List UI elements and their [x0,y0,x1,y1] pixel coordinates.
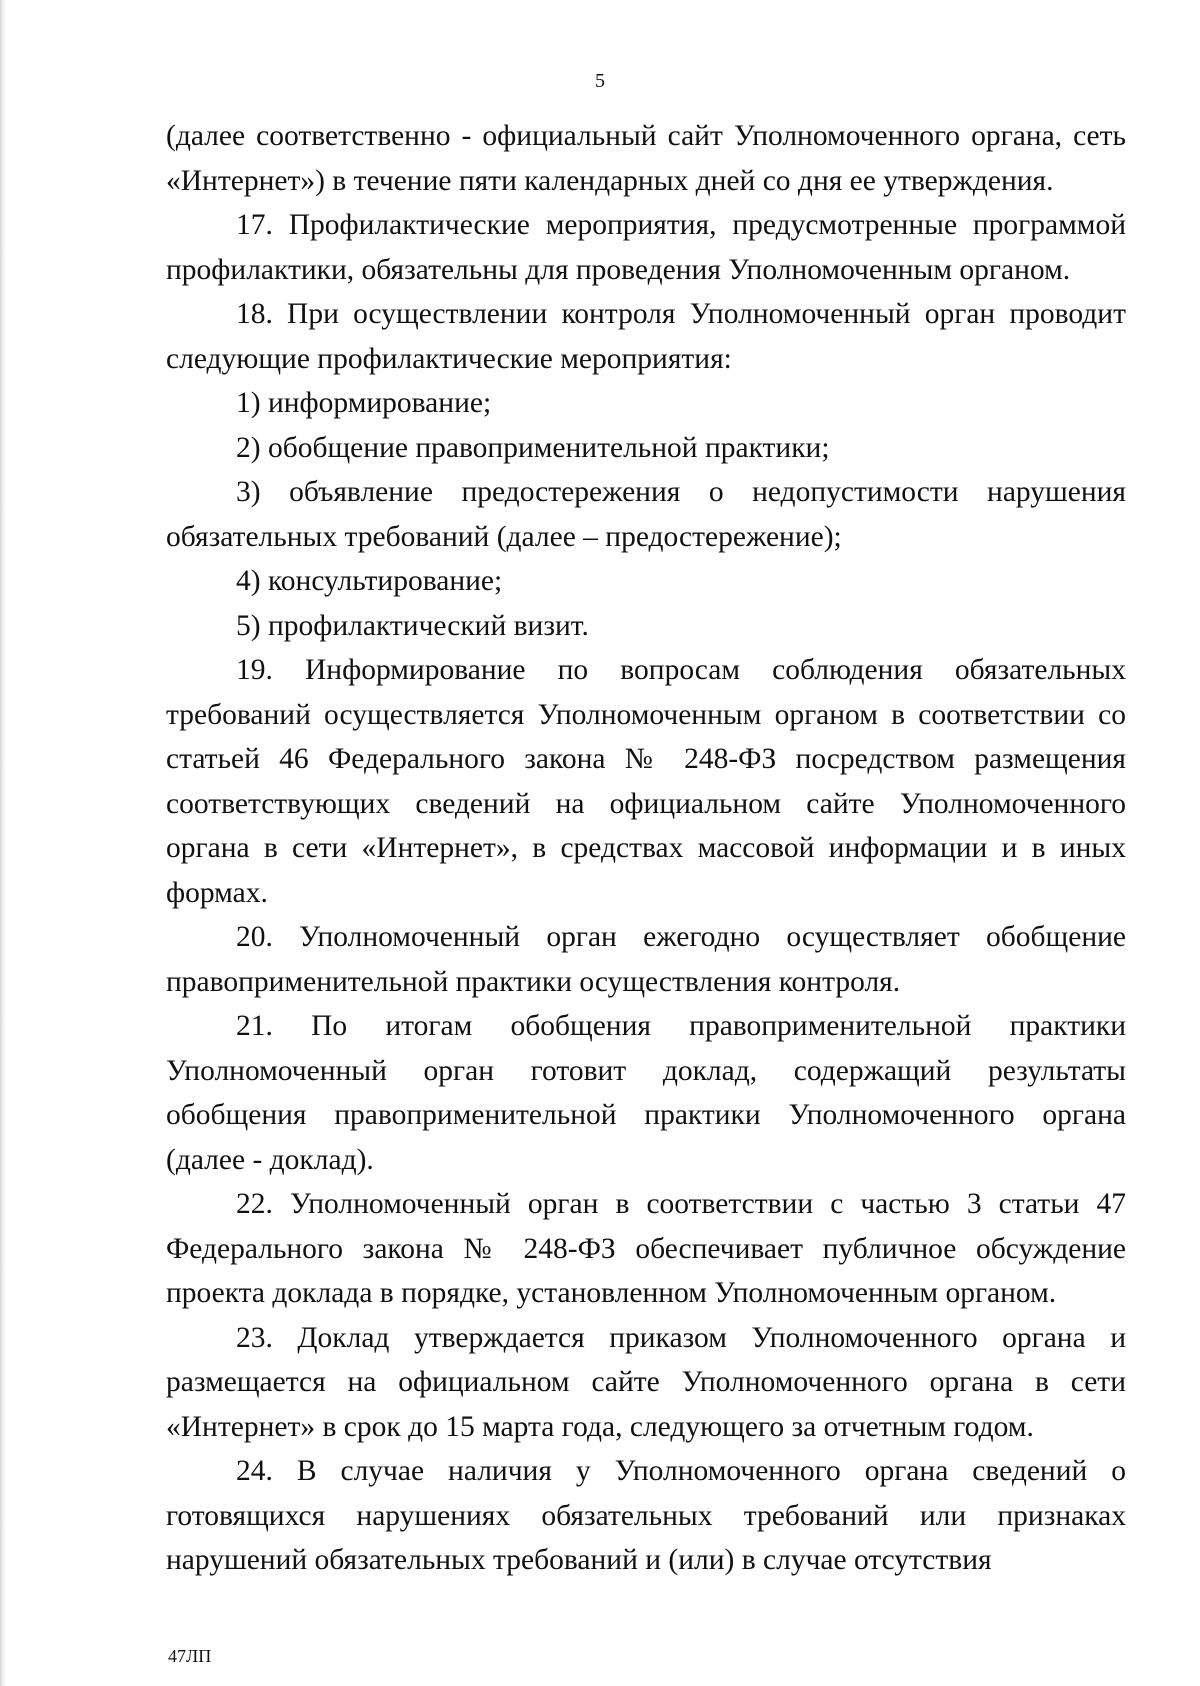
list-item-2: 2) обобщение правоприменительной практики; [236,431,830,464]
page-number: 5 [595,70,605,92]
paragraph-17: 17. Профилактические мероприятия, предусмотренные программой профилактики, обязательны для проведения Уполномоченным органом. [166,209,1126,286]
paragraph-18: 18. При осуществлении контроля Уполномоченный орган проводит следующие профилактические мероприятия: [166,298,1126,375]
paragraph-continuation: (далее соответственно - официальный сайт Уполномоченного органа, сеть «Интернет») в течение пяти календарных дней со дня ее утверждения. [166,120,1126,197]
list-item-4: 4) консультирование; [236,565,503,597]
paragraph-22: 22. Уполномоченный орган в соответствии с частью 3 статьи 47 Федерального закона № 248-ФЗ обеспечивает публичное обсуждение проекта доклада в порядке, установленном Уполномоченным органом. [166,1188,1126,1309]
list-item-5: 5) профилактический визит. [236,609,589,642]
list-item-1: 1) информирование; [236,387,492,419]
paragraph-19: 19. Информирование по вопросам соблюдения обязательных требований осуществляется Уполномоченным органом в соответствии со статьей 46 Федерального закона № 248-ФЗ посредством размещения соответствующих сведений на официальном сайте Уполномоченного органа в сети «Интернет», в средствах массовой информации и в иных формах. [166,654,1126,909]
paragraph-21: 21. По итогам обобщения правоприменительной практики Уполномоченный орган готовит доклад, содержащий результаты обобщения правоприменительной практики Уполномоченного органа (далее - доклад). [166,1010,1126,1176]
scan-edge-shadow [0,0,6,1686]
paragraph-20: 20. Уполномоченный орган ежегодно осуществляет обобщение правоприменительной практики осуществления контроля. [166,921,1126,998]
footer-document-code: 47ЛП [168,1646,212,1666]
paragraph-23: 23. Доклад утверждается приказом Уполномоченного органа и размещается на официальном сайте Уполномоченного органа в сети «Интернет» в срок до 15 марта года, следующего за отчетным годом. [166,1321,1126,1443]
paragraph-24: 24. В случае наличия у Уполномоченного органа сведений о готовящихся нарушениях обязательных требований или признаках нарушений обязательных требований и (или) в случае отсутствия [166,1455,1126,1576]
list-item-3: 3) объявление предостережения о недопустимости нарушения обязательных требований (далее – предостережение); [166,476,1126,553]
document-body [166,114,1126,1583]
